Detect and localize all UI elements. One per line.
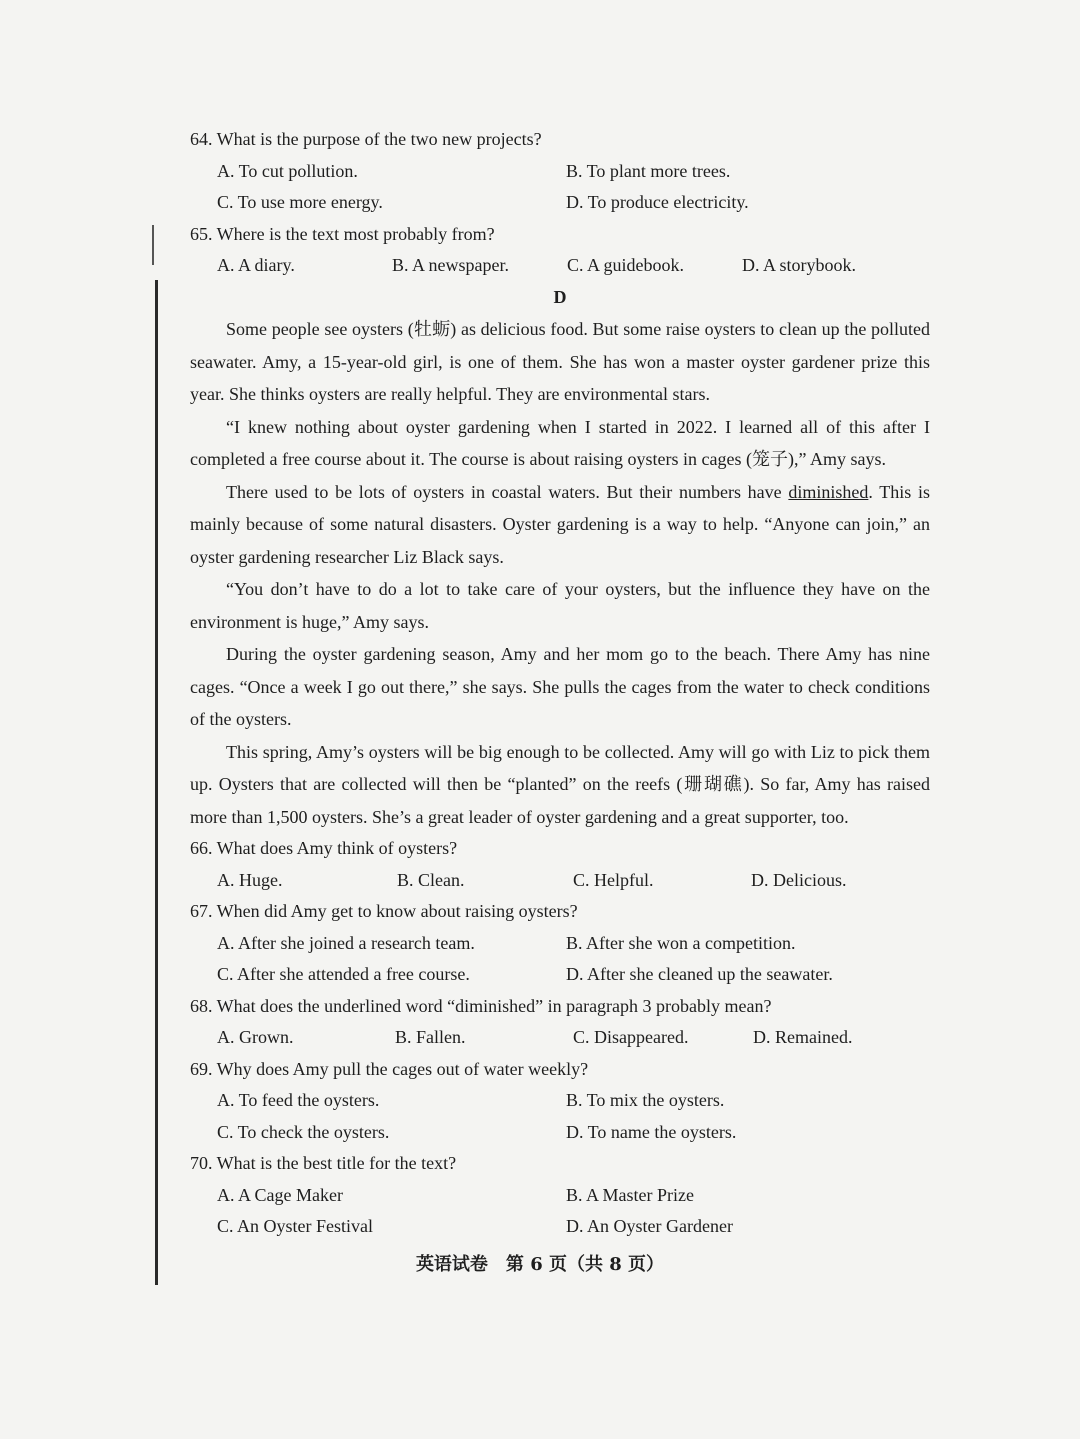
question-69-option-b: B. To mix the oysters. [566,1090,725,1110]
passage-paragraph-3 [190,476,930,574]
question-65-option-a: A. A diary. [217,255,295,275]
section-d-title: D [553,286,567,307]
question-67-option-d: D. After she cleaned up the seawater. [566,964,833,984]
passage-paragraph-4: “You don’t have to do a lot to take care of your oysters, but the influence they have on the environment is huge,” Amy says. [190,579,930,632]
question-66-option-b: B. Clean. [397,869,465,890]
question-66-options [190,865,930,897]
page-footer: 英语试卷 第 6 页（共 8 页） [415,1254,665,1275]
question-66-option-c: C. Helpful. [573,869,654,890]
exam-page-content [190,124,930,1243]
underlined-word-diminished: diminished [788,481,869,502]
question-69-option-a: A. To feed the oysters. [217,1090,380,1110]
passage-paragraph-6: This spring, Amy’s oysters will be big enough to be collected. Amy will go with Liz to pick them up. Oysters that are collected will then be “planted” on the reefs (珊瑚礁). So far, Amy has raised more than 1,500 oysters. She’s a great leader of oyster gardening and a great supporter, too. [190,741,930,827]
question-65-option-d: D. A storybook. [742,255,857,275]
question-70-option-c: C. An Oyster Festival [217,1216,373,1236]
question-65-option-b: B. A newspaper. [392,255,509,275]
question-65-option-c: C. A guidebook. [567,255,685,275]
question-70-option-d: D. An Oyster Gardener [566,1216,733,1236]
question-70-option-b: B. A Master Prize [566,1184,694,1205]
question-67-options-row-1 [190,928,930,960]
question-70-option-a: A. A Cage Maker [217,1184,343,1205]
question-67-option-b: B. After she won a competition. [566,932,796,953]
question-64-option-d: D. To produce electricity. [566,192,749,212]
question-69-stem: 69. Why does Amy pull the cages out of water weekly? [190,1058,589,1079]
question-66-stem: 66. What does Amy think of oysters? [190,838,458,858]
question-70-options-row-2 [190,1211,930,1243]
question-68-option-a: A. Grown. [217,1027,294,1047]
question-64-option-c: C. To use more energy. [217,192,383,212]
passage-paragraph-1: Some people see oysters (牡蛎) as delicious food. But some raise oysters to clean up the polluted seawater. Amy, a 15-year-old girl, is one of them. She has won a master oyster gardener prize this year. She thinks oysters are really helpful. They are environmental stars. [190,319,930,404]
question-67-stem: 67. When did Amy get to know about raising oysters? [190,901,578,921]
question-69-option-c: C. To check the oysters. [217,1121,390,1142]
question-69-options-row-2 [190,1117,930,1149]
question-64-options-row-2 [190,187,930,219]
passage-paragraph-5: During the oyster gardening season, Amy and her mom go to the beach. There Amy has nine cages. “Once a week I go out there,” she says. She pulls the cages from the water to check conditions of the oysters. [190,644,930,729]
question-68-option-d: D. Remained. [753,1027,853,1047]
binding-line [155,280,158,1285]
question-66-option-a: A. Huge. [217,869,283,890]
paragraph-3-text-before: There used to be lots of oysters in coastal waters. But their numbers have [226,481,789,502]
question-65-options [190,250,930,282]
binding-tick [152,225,154,265]
question-67-option-c: C. After she attended a free course. [217,964,470,984]
question-67-option-a: A. After she joined a research team. [217,932,475,953]
question-64-option-a: A. To cut pollution. [217,160,358,181]
question-70-stem: 70. What is the best title for the text? [190,1153,457,1173]
question-69-option-d: D. To name the oysters. [566,1121,737,1142]
paragraph-3-text-after: . This is mainly because of some natural disasters. Oyster gardening is a way to help. “Anyone can join,” an oyster gardening researcher Liz Black says. [190,481,930,567]
question-64-options-row-1 [190,156,930,188]
question-68-options [190,1022,930,1054]
question-69-options-row-1 [190,1085,930,1117]
question-68-option-b: B. Fallen. [395,1027,466,1047]
question-68-option-c: C. Disappeared. [573,1027,689,1047]
question-66-option-d: D. Delicious. [751,869,847,890]
question-68-stem: 68. What does the underlined word “diminished” in paragraph 3 probably mean? [190,995,772,1016]
question-67-options-row-2 [190,959,930,991]
question-64-option-b: B. To plant more trees. [566,160,731,181]
question-65-stem: 65. Where is the text most probably from? [190,223,495,244]
question-70-options-row-1 [190,1180,930,1212]
question-64-stem: 64. What is the purpose of the two new projects? [190,129,542,149]
passage-paragraph-2: “I knew nothing about oyster gardening when I started in 2022. I learned all of this after I completed a free course about it. The course is about raising oysters in cages (笼子),” Amy says. [190,416,930,469]
